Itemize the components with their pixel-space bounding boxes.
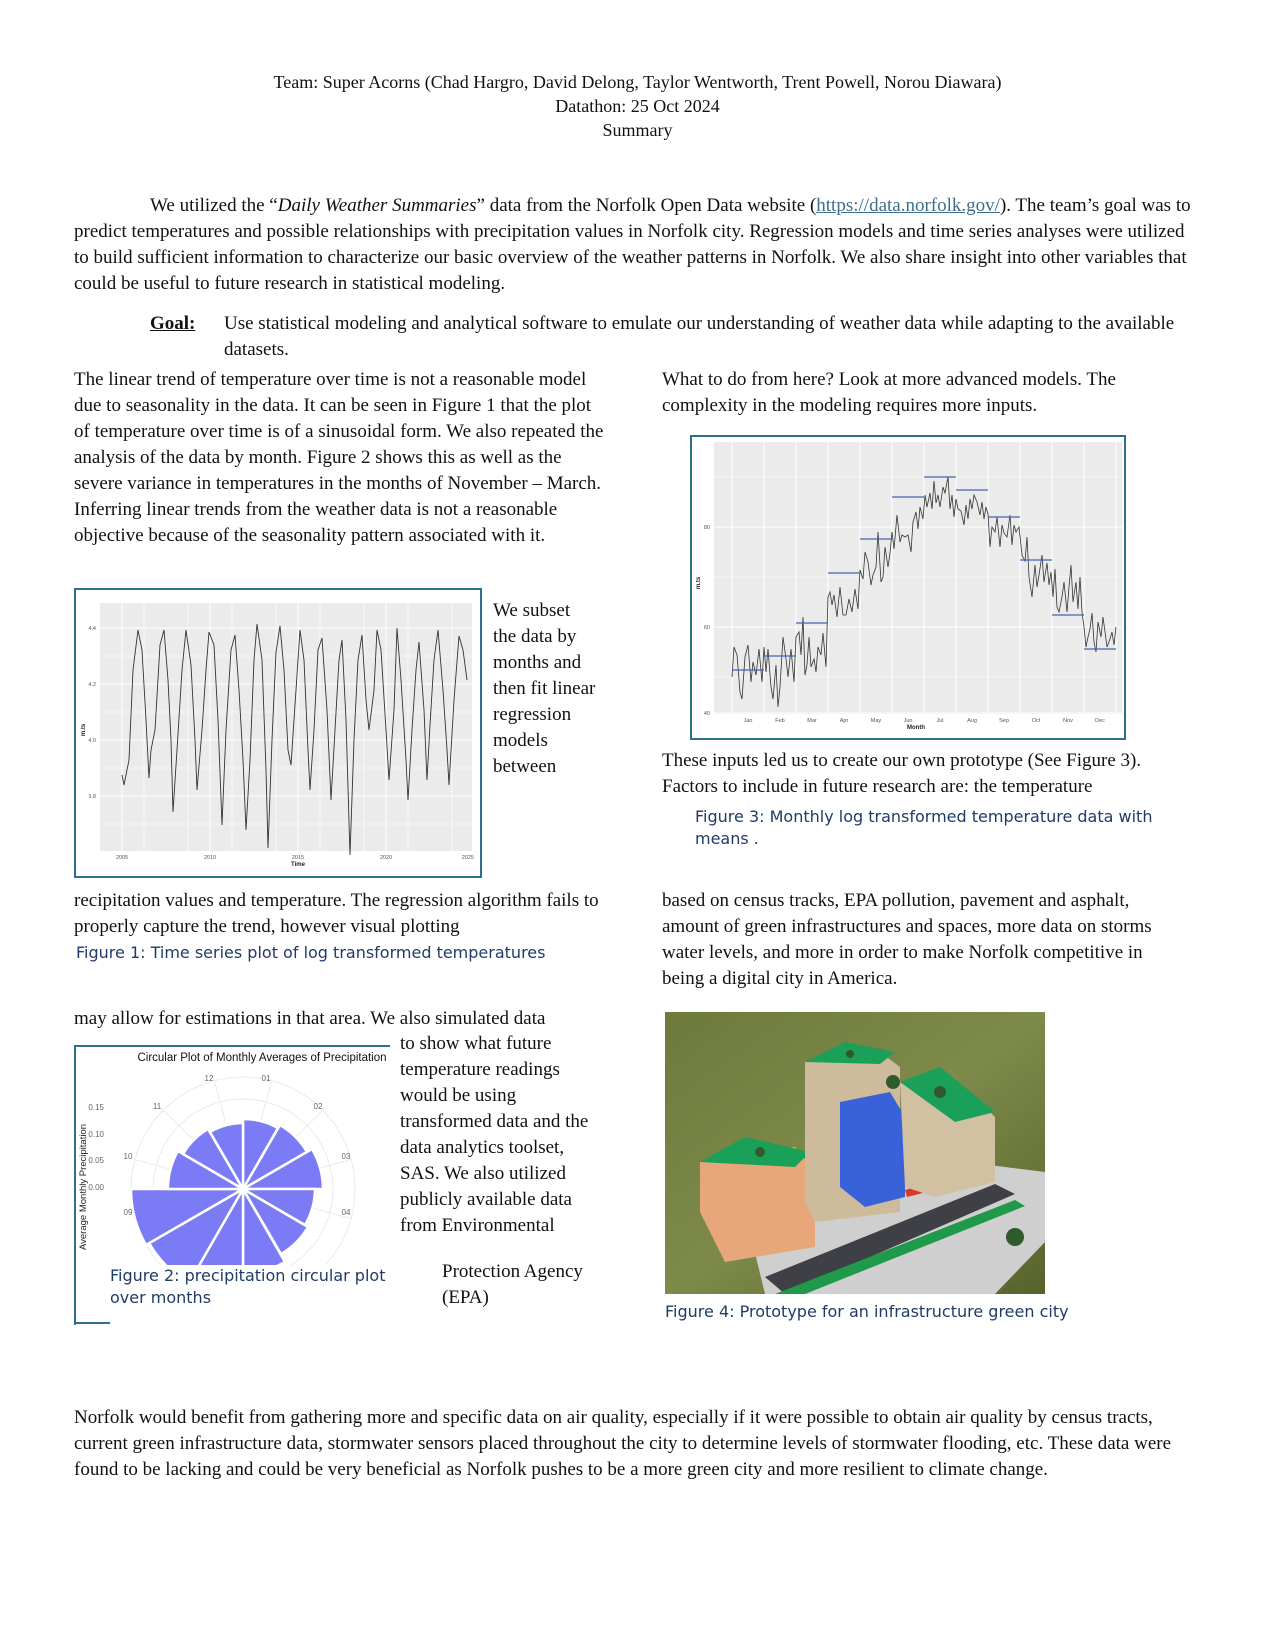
figure-2-frame: [74, 1045, 390, 1325]
svg-text:4.4: 4.4: [88, 626, 96, 632]
goal-text: Use statistical modeling and analytical software to emulate our understanding of weather data while adapting to the available datasets.: [224, 313, 1175, 360]
intro-text-1: We utilized the “: [150, 195, 278, 216]
svg-text:Nov: Nov: [1063, 718, 1073, 724]
figure-3-caption: Figure 3: Monthly log transformed temperature data with means .: [695, 807, 1153, 848]
svg-text:02: 02: [313, 1102, 323, 1111]
svg-text:80: 80: [703, 525, 710, 531]
svg-text:2015: 2015: [291, 855, 305, 861]
figure-1-timeseries-chart: [76, 590, 480, 876]
svg-text:May: May: [870, 718, 882, 724]
page-title: Summary: [602, 120, 673, 140]
intro-paragraph: [74, 193, 1204, 297]
svg-text:Sep: Sep: [999, 718, 1009, 724]
svg-text:m.ts: m.ts: [696, 576, 702, 590]
svg-text:60: 60: [703, 625, 710, 631]
intro-text-3: ). The team’s goal was to predict temperatures and possible relationships with precipitation values in Norfolk city. Regression models and time series analyses were utilized to build sufficient information to characterize our basic overview of the weather patterns in Norfolk. We also share insight into other variables that could be useful to future research in statistical modeling.: [74, 195, 1191, 294]
header-team: Team: Super Acorns (Chad Hargro, David Delong, Taylor Wentworth, Trent Powell, Norou Diawara): [273, 72, 1002, 92]
goal-label: Goal:: [150, 313, 196, 334]
svg-text:09: 09: [123, 1208, 133, 1217]
svg-text:0.15: 0.15: [88, 1103, 104, 1112]
svg-text:Average Monthly Precipitation: Average Monthly Precipitation: [78, 1123, 89, 1251]
left-wrap-text-1: We subset the data by months and then fit linear regression models between: [493, 600, 596, 777]
svg-text:Circular Plot of Monthly Avera: Circular Plot of Monthly Averages of Precipitation: [137, 1052, 387, 1064]
svg-text:12: 12: [204, 1074, 214, 1083]
closing-paragraph: Norfolk would benefit from gathering more and specific data on air quality, especially if it were possible to obtain air quality by census tracts, current green infrastructure data, stormwater sensors placed throughout the city to determine levels of stormwater flooding, etc. These data were found to be lacking and could be very beneficial as Norfolk pushes to be a more green city and more resilient to climate change.: [74, 1407, 1172, 1480]
svg-text:03: 03: [341, 1152, 351, 1161]
figure-2-caption: Figure 2: precipitation circular plot over months: [110, 1265, 410, 1309]
left-wrap-text-2: to show what future temperature readings would be using transformed data and the data analytics toolset, SAS. We also utilized publicly available data from Environmental: [400, 1033, 589, 1236]
left-paragraph-2: recipitation values and temperature. The regression algorithm fails to properly capture the trend, however visual plotting: [74, 890, 599, 937]
right-paragraph-1: What to do from here? Look at more advanced models. The complexity in the modeling requires more inputs.: [662, 369, 1116, 416]
svg-text:0.10: 0.10: [88, 1130, 104, 1139]
svg-text:m.ts: m.ts: [81, 723, 87, 737]
svg-text:2025: 2025: [461, 855, 474, 861]
svg-text:Aug: Aug: [967, 718, 977, 724]
svg-text:Dec: Dec: [1095, 718, 1105, 724]
norfolk-data-link[interactable]: https://data.norfolk.gov/: [816, 195, 1000, 216]
svg-text:2020: 2020: [379, 855, 393, 861]
dataset-name: Daily Weather Summaries: [277, 195, 477, 216]
figure-4-prototype-photo: [665, 1012, 1045, 1294]
svg-text:2005: 2005: [115, 855, 129, 861]
svg-text:4.2: 4.2: [88, 682, 96, 688]
figure-2-circular-chart: [76, 1047, 390, 1277]
svg-text:3.8: 3.8: [88, 794, 96, 800]
svg-text:Jul: Jul: [936, 718, 944, 724]
svg-text:11: 11: [152, 1102, 162, 1111]
svg-text:Month: Month: [907, 725, 925, 731]
intro-text-2: ” data from the Norfolk Open Data website (: [476, 195, 817, 216]
goal-block: [150, 311, 1200, 363]
figure-1-caption: Figure 1: Time series plot of log transformed temperatures: [76, 943, 546, 962]
svg-text:10: 10: [123, 1152, 133, 1161]
svg-text:04: 04: [341, 1208, 351, 1217]
svg-text:4.0: 4.0: [88, 738, 96, 744]
svg-text:Mar: Mar: [807, 718, 817, 724]
figure-2-frame-corner: [74, 1322, 110, 1324]
figure-4-caption: Figure 4: Prototype for an infrastructure green city: [665, 1302, 1069, 1321]
figure-3-frame: [690, 435, 1126, 740]
svg-text:40: 40: [703, 711, 710, 717]
svg-text:Oct: Oct: [1031, 718, 1041, 724]
left-paragraph-3: may allow for estimations in that area. We also simulated data: [74, 1008, 546, 1029]
figure-1-frame: [74, 588, 482, 878]
svg-text:Time: Time: [291, 862, 305, 868]
svg-text:Feb: Feb: [775, 718, 785, 724]
left-paragraph-1: The linear trend of temperature over time is not a reasonable model due to seasonality in the data. It can be seen in Figure 1 that the plot of temperature over time is of a sinusoidal form. We also repeated the analysis of the data by month. Figure 2 shows this as well as the severe variance in temperatures in the months of November – March. Inferring linear trends from the weather data is not a reasonable objective because of the seasonality pattern associated with it.: [74, 369, 604, 546]
svg-text:0.05: 0.05: [88, 1156, 104, 1165]
header-event: Datathon: 25 Oct 2024: [555, 96, 720, 116]
figure-3-monthly-chart: [692, 437, 1124, 738]
left-wrap-text-2-tail: Protection Agency (EPA): [442, 1261, 583, 1308]
svg-text:Apr: Apr: [839, 718, 849, 724]
svg-text:Jun: Jun: [903, 718, 913, 724]
right-paragraph-3: based on census tracks, EPA pollution, pavement and asphalt, amount of green infrastructures and spaces, more data on storms water levels, and more in order to make Norfolk competitive in being a digital city in America.: [662, 890, 1152, 989]
svg-text:2010: 2010: [203, 855, 217, 861]
svg-text:01: 01: [261, 1074, 271, 1083]
svg-text:Jan: Jan: [743, 718, 753, 724]
svg-text:0.00: 0.00: [88, 1183, 104, 1192]
right-paragraph-2: These inputs led us to create our own prototype (See Figure 3). Factors to include in future research are: the temperature: [662, 750, 1142, 797]
